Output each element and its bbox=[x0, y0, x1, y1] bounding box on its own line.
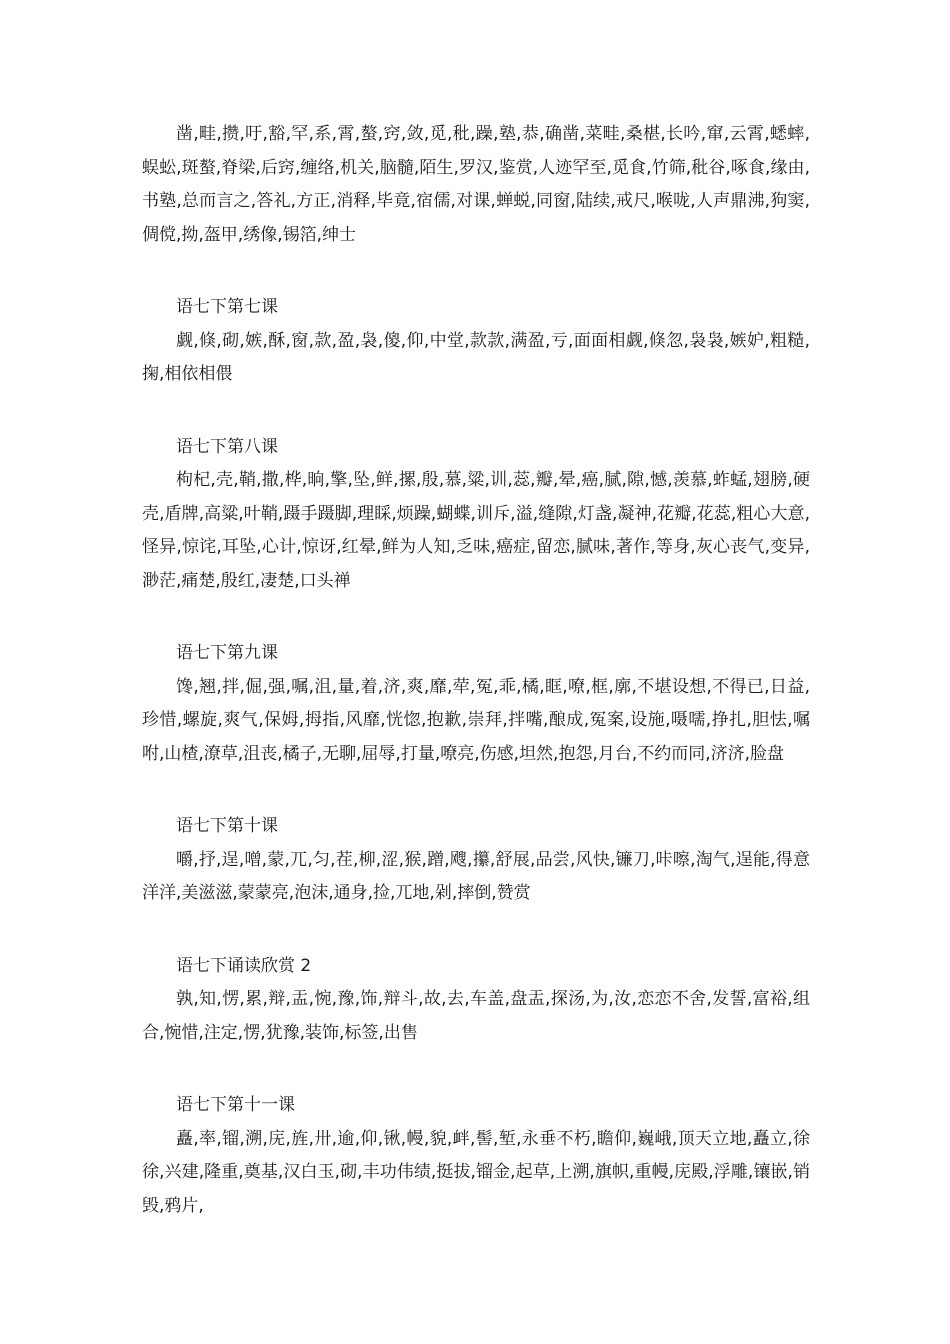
vocab-list: 矗,率,镏,溯,庑,旌,卅,逾,仰,锹,幔,貌,衅,髻,堑,永垂不朽,瞻仰,巍峨,顶天立地,矗立,徐徐,兴建,隆重,奠基,汉白玉,砌,丰功伟绩,挺拔,镏金,起草,上溯,旗帜,重幔,庑殿,浮雕,镶嵌,销毁,鸦片, bbox=[142, 1128, 810, 1216]
document-content bbox=[142, 118, 810, 1223]
vocab-list: 孰,知,愣,累,辩,盂,惋,豫,饰,辩斗,故,去,车盖,盘盂,探汤,为,汝,恋恋不舍,发誓,富裕,组合,惋惜,注定,愣,犹豫,装饰,标签,出售 bbox=[142, 989, 810, 1043]
vocab-list: 凿,畦,攒,吁,豁,罕,系,霄,螯,窍,敛,觅,秕,躁,塾,恭,确凿,菜畦,桑椹,长吟,窜,云霄,蟋蟀,蜈蚣,斑螯,脊梁,后窍,缠络,机关,脑髓,陌生,罗汉,鉴赏,人迹罕至,觅食,竹筛,秕谷,啄食,缘由,书塾,总而言之,答礼,方正,消释,毕竟,宿儒,对课,蝉蜕,同窗,陆续,戒尺,喉咙,人声鼎沸,狗窦,倜傥,拗,盔甲,绣像,锡箔,绅士 bbox=[142, 124, 810, 245]
vocab-block-lesson-8 bbox=[142, 431, 810, 599]
lesson-heading: 语七下第七课 bbox=[176, 297, 278, 317]
vocab-block-lesson-10 bbox=[142, 810, 810, 911]
vocab-block-recitation-2 bbox=[142, 950, 810, 1051]
lesson-heading: 语七下第八课 bbox=[176, 436, 278, 457]
vocab-block-lesson-7 bbox=[142, 291, 810, 392]
vocab-block-lesson-9 bbox=[142, 637, 810, 771]
lesson-heading: 语七下诵读欣赏 2 bbox=[176, 955, 312, 976]
vocab-list: 枸杞,壳,鞘,撒,桦,晌,擎,坠,鲜,摞,殷,慕,粱,训,蕊,瓣,晕,癌,腻,隙,憾,羡慕,蚱蜢,翅膀,硬壳,盾牌,高粱,叶鞘,蹑手蹑脚,理睬,烦躁,蝴蝶,训斥,溢,缝隙,灯盏,凝神,花瓣,花蕊,粗心大意,怪异,惊诧,耳坠,心计,惊讶,红晕,鲜为人知,乏味,癌症,留恋,腻味,著作,等身,灰心丧气,变异,渺茫,痛楚,殷红,凄楚,口头禅 bbox=[142, 470, 810, 591]
vocab-list: 馋,翘,拌,倔,强,嘱,沮,量,着,济,爽,靡,荦,冤,乖,橘,眶,嘹,框,廓,不堪设想,不得已,日益,珍惜,螺旋,爽气,保姆,拇指,风靡,恍惚,抱歉,崇拜,拌嘴,酿成,冤案,设施,嗫嚅,挣扎,胆怯,嘱咐,山楂,潦草,沮丧,橘子,无聊,屈辱,打量,嘹亮,伤感,坦然,抱怨,月台,不约而同,济济,脸盘 bbox=[142, 676, 810, 764]
lesson-heading: 语七下第九课 bbox=[176, 643, 278, 663]
vocab-block-intro bbox=[142, 118, 810, 252]
vocab-list: 觑,倏,砌,嫉,酥,窗,款,盈,袅,傻,仰,中堂,款款,满盈,亏,面面相觑,倏忽,袅袅,嫉妒,粗糙,掬,相依相偎 bbox=[142, 330, 810, 384]
lesson-heading: 语七下第十课 bbox=[176, 816, 278, 836]
vocab-list: 嚼,抒,逞,噌,蒙,兀,匀,茬,柳,涩,猴,蹭,飕,攥,舒展,品尝,风快,镰刀,咔嚓,淘气,逞能,得意洋洋,美滋滋,蒙蒙亮,泡沫,通身,捡,兀地,剁,摔倒,赞赏 bbox=[142, 849, 810, 903]
vocab-block-lesson-11 bbox=[142, 1089, 810, 1223]
lesson-heading: 语七下第十一课 bbox=[176, 1095, 295, 1115]
